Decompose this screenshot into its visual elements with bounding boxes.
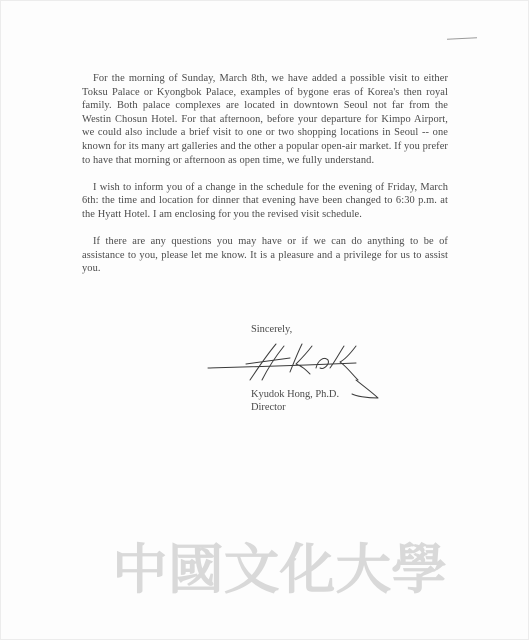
signer-name: Kyudok Hong, Ph.D. [251, 389, 340, 400]
signer-block [251, 389, 339, 414]
letter-body [82, 72, 448, 290]
closing-salutation: Sincerely, [251, 324, 293, 335]
signer-title: Director [251, 401, 286, 413]
watermark-text: 中國文化大學 [112, 538, 447, 596]
paragraph-sunday-visit: For the morning of Sunday, March 8th, we have added a possible visit to either Toksu Palace or Kyongbok Palace, examples of bygone eras of Korea's then royal family. Both palace complexes are located in downtown Seoul not far from the Westin Chosun Hotel. For that afternoon, before your departure for Kimpo Airport, we could also include a brief visit to one or two shopping locations in Seoul -- one known for its many art galleries and the other a popular open-air market. If you prefer to have that morning or afternoon as open time, we fully understand. [82, 73, 448, 166]
stray-pen-mark [447, 37, 477, 40]
paragraph-schedule-change: I wish to inform you of a change in the schedule for the evening of Friday, March 6th: the time and location for dinner that evening have been changed to 6:30 p.m. at the Hyatt Hotel. I am enclosing for you the revised visit schedule. [82, 181, 448, 220]
paragraph-assistance: If there are any questions you may have or if we can do anything to be of assistance to you, please let me know. It is a pleasure and a privilege for us to assist you. [82, 236, 448, 275]
university-watermark [112, 536, 447, 596]
